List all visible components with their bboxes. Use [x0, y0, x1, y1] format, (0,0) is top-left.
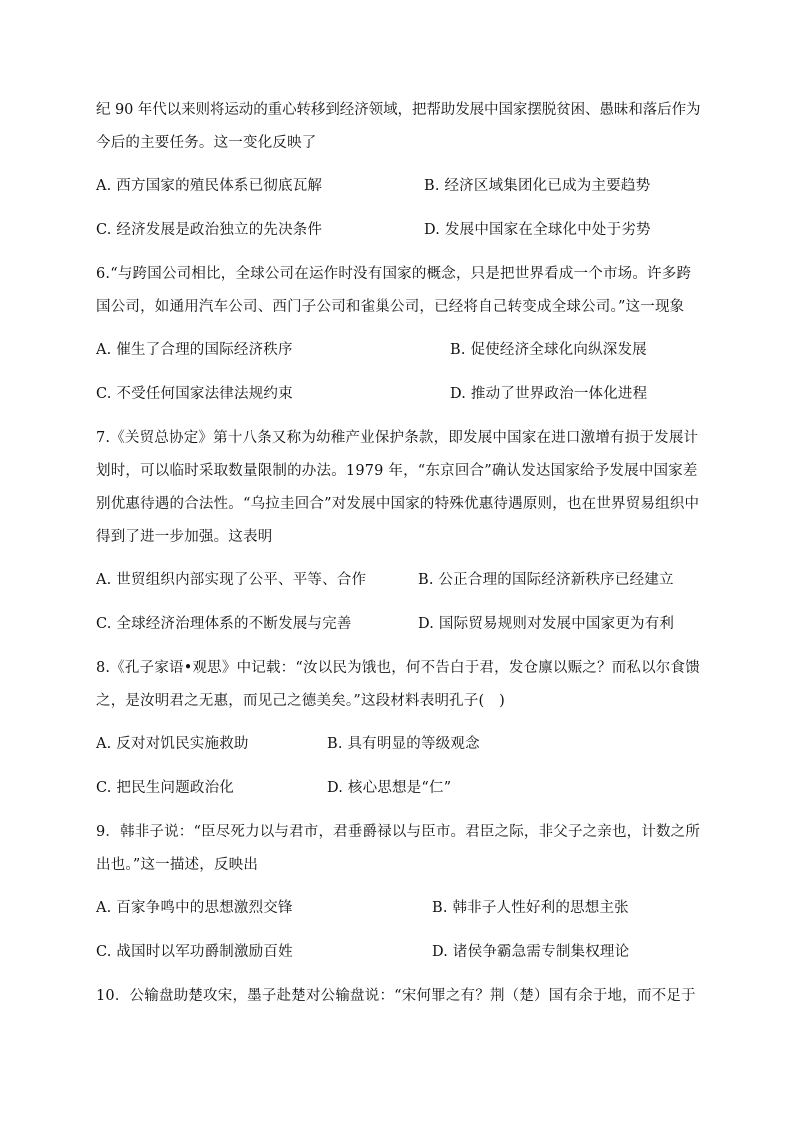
question-7-option-a: A. 世贸组织内部实现了公平、平等、合作 — [96, 572, 367, 588]
question-6-option-b: B. 促使经济全球化向纵深发展 — [450, 342, 647, 358]
question-9-option-d: D. 诸侯争霸急需专制集权理论 — [432, 944, 630, 960]
question-7-line-4: 得到了进一步加强。这表明 — [96, 529, 273, 545]
question-7-line-3: 别优惠待遇的合法性。“乌拉圭回合”对发展中国家的特殊优惠待遇原则，也在世界贸易组织中 — [96, 496, 700, 512]
question-8-option-a: A. 反对对饥民实施救助 — [96, 736, 249, 752]
question-9-line-2: 出也。”这一描述，反映出 — [96, 857, 259, 873]
question-8-line-1: 8.《孔子家语•观思》中记载：“汝以民为饿也，何不告白于君，发仓廪以赈之？而私以尔食馈 — [96, 660, 700, 676]
question-5-option-d: D. 发展中国家在全球化中处于劣势 — [424, 222, 651, 238]
question-5-line-2: 今后的主要任务。这一变化反映了 — [96, 135, 317, 151]
question-7-option-d: D. 国际贸易规则对发展中国家更为有利 — [418, 616, 675, 632]
question-5-option-b: B. 经济区域集团化已成为主要趋势 — [424, 178, 651, 194]
question-6-line-2: 国公司，如通用汽车公司、西门子公司和雀巢公司，已经将自己转变成全球公司。”这一现象 — [96, 299, 685, 315]
question-5-option-c: C. 经济发展是政治独立的先决条件 — [96, 222, 323, 238]
question-6-option-c: C. 不受任何国家法律法规约束 — [96, 386, 293, 402]
question-8-option-b: B. 具有明显的等级观念 — [327, 736, 480, 752]
question-6-option-d: D. 推动了世界政治一体化进程 — [450, 386, 648, 402]
question-8-line-2: 之，是汝明君之无惠，而见己之德美矣。”这段材料表明孔子( ) — [96, 693, 505, 709]
question-7-option-b: B. 公正合理的国际经济新秩序已经建立 — [418, 572, 674, 588]
question-9-option-b: B. 韩非子人性好利的思想主张 — [432, 900, 629, 916]
question-7-option-c: C. 全球经济治理体系的不断发展与完善 — [96, 616, 352, 632]
question-7-line-1: 7.《关贸总协定》第十八条又称为幼稚产业保护条款，即发展中国家在进口激增有损于发展计 — [96, 430, 699, 446]
question-8-option-d: D. 核心思想是“仁” — [327, 780, 452, 796]
question-5-option-a: A. 西方国家的殖民体系已彻底瓦解 — [96, 178, 323, 194]
question-5-line-1: 纪 90 年代以来则将运动的重心转移到经济领域，把帮助发展中国家摆脱贫困、愚昧和落后作为 — [96, 102, 701, 118]
question-8-option-c: C. 把民生问题政治化 — [96, 780, 234, 796]
question-6-option-a: A. 催生了合理的国际经济秩序 — [96, 342, 293, 358]
question-10-line-1: 10．公输盘助楚攻宋，墨子赴楚对公输盘说：“宋何罪之有？荆（楚）国有余于地，而不足于 — [96, 988, 696, 1004]
question-6-line-1: 6.“与跨国公司相比，全球公司在运作时没有国家的概念，只是把世界看成一个市场。许多跨 — [96, 266, 692, 282]
question-9-option-c: C. 战国时以军功爵制激励百姓 — [96, 944, 293, 960]
question-7-line-2: 划时，可以临时采取数量限制的办法。1979 年，“东京回合”确认发达国家给予发展中国家差 — [96, 463, 698, 479]
question-9-option-a: A. 百家争鸣中的思想激烈交锋 — [96, 900, 293, 916]
question-9-line-1: 9．韩非子说：“臣尽死力以与君市，君垂爵禄以与臣市。君臣之际，非父子之亲也，计数之所 — [96, 824, 701, 840]
